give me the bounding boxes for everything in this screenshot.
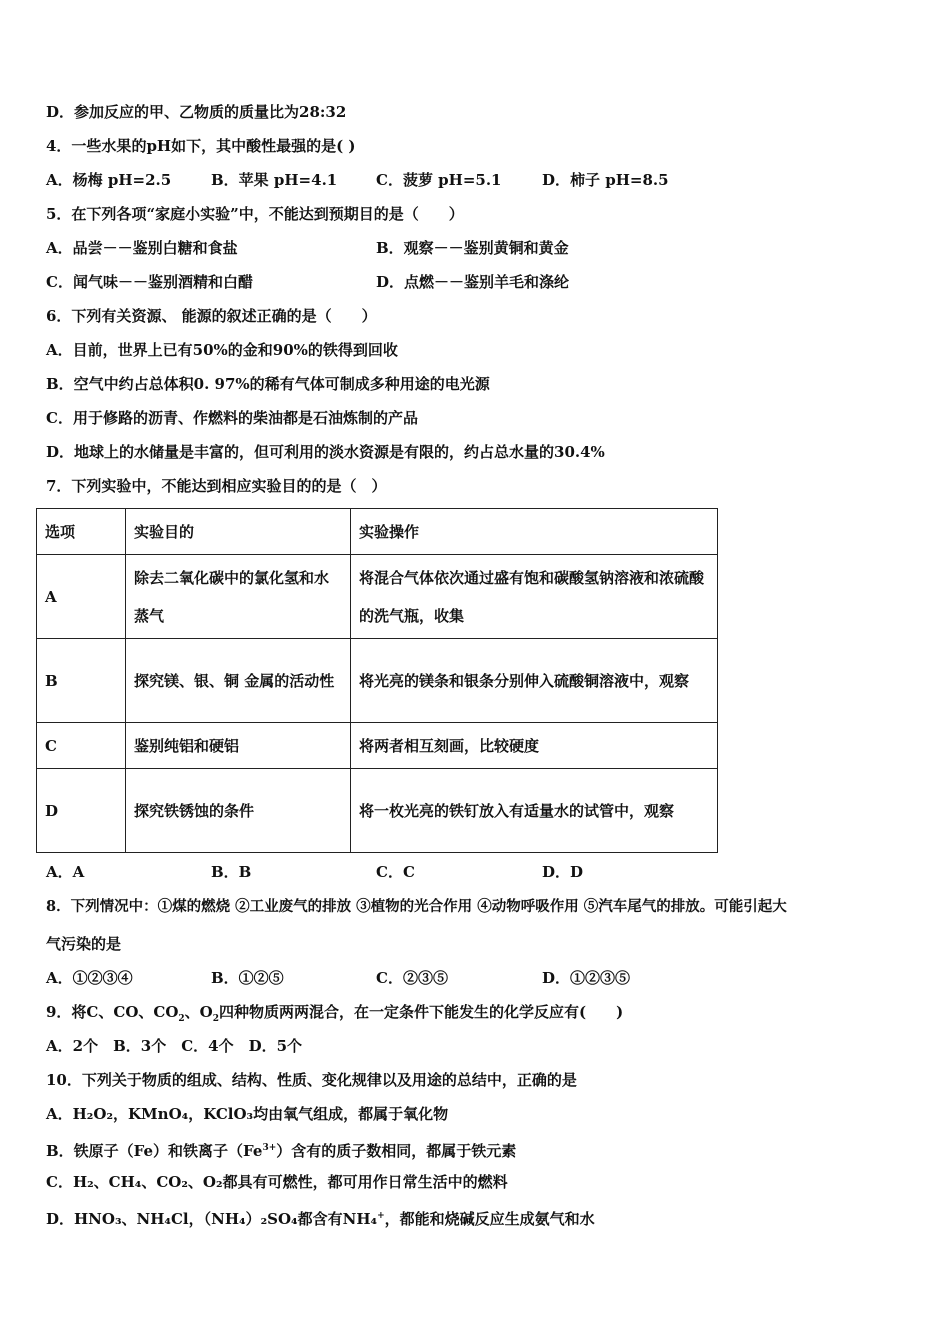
table-cell: D	[37, 769, 126, 853]
q10-option-a[interactable]: A．H₂O₂，KMnO₄，KClO₃均由氧气组成，都属于氧化物	[46, 1105, 449, 1123]
table-header-row	[37, 509, 718, 555]
question-6: 6．下列有关资源、 能源的叙述正确的是（ ）	[46, 307, 377, 325]
q7-option-d[interactable]: D．D	[542, 863, 584, 881]
q5-option-d[interactable]: D．点燃－－鉴别羊毛和涤纶	[376, 273, 570, 291]
experiment-table	[36, 508, 718, 853]
q6-option-d[interactable]: D．地球上的水储量是丰富的，但可利用的淡水资源是有限的，约占总水量的30.4%	[46, 443, 605, 461]
q9-text: 、O	[184, 1003, 213, 1021]
table-row	[37, 639, 718, 723]
q10-option-b[interactable]	[46, 1138, 516, 1161]
table-cell: A	[37, 555, 126, 639]
table-header-cell: 选项	[37, 509, 126, 555]
q7-option-b[interactable]: B．B	[211, 863, 252, 881]
q8-option-a[interactable]: A．①②③④	[46, 969, 133, 987]
q10-d-sup: +	[377, 1211, 385, 1221]
q10-b-sup: 3+	[262, 1143, 277, 1153]
q10-d-text: ，都能和烧碱反应生成氨气和水	[384, 1210, 595, 1228]
q10-b-text: ）含有的质子数相同，都属于铁元素	[276, 1142, 517, 1160]
table-cell: 将一枚光亮的铁钉放入有适量水的试管中，观察	[351, 769, 718, 853]
q7-option-a[interactable]: A．A	[46, 863, 85, 881]
table-cell: 将混合气体依次通过盛有饱和碳酸氢钠溶液和浓硫酸的洗气瓶，收集	[351, 555, 718, 639]
q6-option-b[interactable]: B．空气中约占总体积0. 97%的稀有气体可制成多种用途的电光源	[46, 375, 490, 393]
q8-option-b[interactable]: B．①②⑤	[211, 969, 284, 987]
question-5: 5．在下列各项“家庭小实验”中，不能达到预期目的是（ ）	[46, 205, 464, 223]
question-4: 4．一些水果的pH如下，其中酸性最强的是( )	[46, 137, 356, 155]
q4-option-d[interactable]: D．柿子 pH=8.5	[542, 171, 669, 189]
table-header-cell: 实验操作	[351, 509, 718, 555]
table-cell: 鉴别纯铝和硬铝	[126, 723, 351, 769]
table-cell: 除去二氧化碳中的氯化氢和水蒸气	[126, 555, 351, 639]
q8-option-c[interactable]: C．②③⑤	[376, 969, 448, 987]
table-cell: 探究镁、银、铜 金属的活动性	[126, 639, 351, 723]
question-8-cont: 气污染的是	[46, 935, 122, 953]
table-header-cell: 实验目的	[126, 509, 351, 555]
q7-option-c[interactable]: C．C	[376, 863, 415, 881]
q4-option-b[interactable]: B．苹果 pH=4.1	[211, 171, 338, 189]
q5-option-a[interactable]: A．品尝－－鉴别白糖和食盐	[46, 239, 238, 257]
table-row	[37, 723, 718, 769]
table-cell: 将光亮的镁条和银条分别伸入硫酸铜溶液中，观察	[351, 639, 718, 723]
q4-option-c[interactable]: C．菠萝 pH=5.1	[376, 171, 502, 189]
q6-option-a[interactable]: A．目前，世界上已有50%的金和90%的铁得到回收	[46, 341, 398, 359]
question-9	[46, 1002, 623, 1029]
table-row	[37, 769, 718, 853]
q8-option-d[interactable]: D．①②③⑤	[542, 969, 631, 987]
q4-option-a[interactable]: A．杨梅 pH=2.5	[46, 171, 172, 189]
question-7: 7．下列实验中，不能达到相应实验目的的是（ ）	[46, 477, 387, 495]
q9-sub: 2	[178, 1014, 185, 1024]
q9-text: 9．将C、CO、CO	[46, 1003, 179, 1021]
q5-option-b[interactable]: B．观察－－鉴别黄铜和黄金	[376, 239, 569, 257]
q5-option-c[interactable]: C．闻气味－－鉴别酒精和白醋	[46, 273, 253, 291]
q10-b-text: B．铁原子（Fe）和铁离子（Fe	[46, 1142, 263, 1160]
table-cell: B	[37, 639, 126, 723]
q6-option-c[interactable]: C．用于修路的沥青、作燃料的柴油都是石油炼制的产品	[46, 409, 418, 427]
table-row	[37, 555, 718, 639]
q10-d-text: D．HNO₃、NH₄Cl，（NH₄）₂SO₄都含有NH₄	[46, 1210, 378, 1228]
question-9-options[interactable]: A．2个 B．3个 C．4个 D．5个	[46, 1037, 303, 1055]
q10-option-c[interactable]: C．H₂、CH₄、CO₂、O₂都具有可燃性，都可用作日常生活中的燃料	[46, 1173, 508, 1191]
q9-text: 四种物质两两混合，在一定条件下能发生的化学反应有( )	[219, 1003, 624, 1021]
question-8: 8．下列情况中：①煤的燃烧 ②工业废气的排放 ③植物的光合作用 ④动物呼吸作用 ⑤汽车尾气的排放。可能引起大	[46, 898, 787, 915]
table-cell: 探究铁锈蚀的条件	[126, 769, 351, 853]
question-10: 10．下列关于物质的组成、结构、性质、变化规律以及用途的总结中，正确的是	[46, 1071, 577, 1089]
q3-option-d: D．参加反应的甲、乙物质的质量比为28:32	[46, 103, 347, 121]
table-cell: 将两者相互刻画，比较硬度	[351, 723, 718, 769]
q9-sub: 2	[212, 1014, 219, 1024]
table-cell: C	[37, 723, 126, 769]
q10-option-d[interactable]	[46, 1206, 595, 1229]
